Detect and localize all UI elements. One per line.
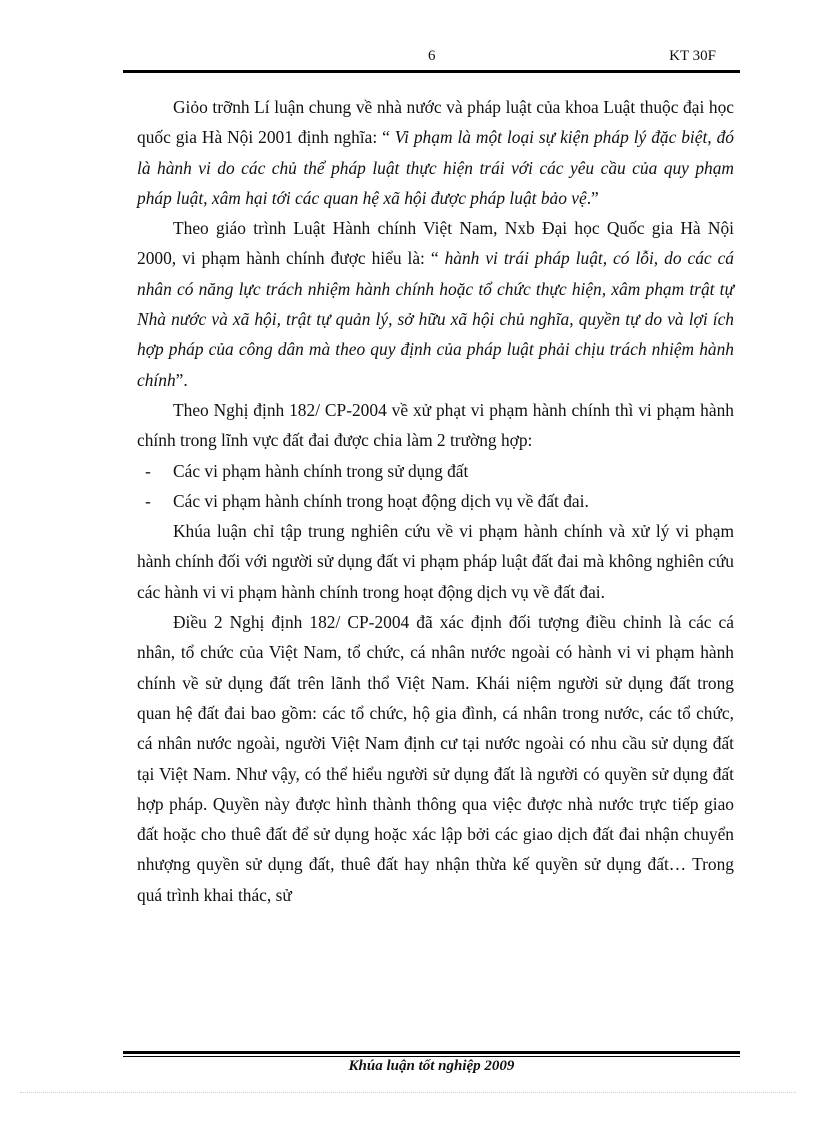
header-rule — [123, 70, 740, 73]
paragraph-article-2 — [137, 607, 734, 910]
paragraph-decree-182 — [137, 395, 734, 456]
bullet-dash: - — [145, 460, 151, 481]
paragraph-thesis-scope — [137, 516, 734, 607]
quoted-definition: Vi phạm là một loại sự kiện pháp lý đặc biệt, đó là hành vi do các chủ thể pháp luật thực hiện trái với các yêu cầu của quy phạm pháp luật, xâm hại tới các quan hệ xã hội được pháp luật bảo vệ — [137, 127, 734, 208]
bullet-item — [137, 486, 734, 516]
paragraph-definition-theory — [137, 92, 734, 213]
document-code: KT 30F — [669, 48, 716, 64]
paragraph-definition-admin-law — [137, 213, 734, 395]
paragraph-text-end: .” — [586, 187, 599, 208]
page-header — [123, 46, 740, 72]
paragraph-text: Khúa luận chỉ tập trung nghiên cứu về vi phạm hành chính và xử lý vi phạm hành chính đối với người sử dụng đất vi phạm pháp luật đất đai mà không nghiên cứu các hành vi vi phạm hành chính trong hoạt động dịch vụ về đất đai. — [137, 521, 734, 602]
bullet-dash: - — [145, 490, 151, 511]
paragraph-text: Theo Nghị định 182/ CP-2004 về xử phạt vi phạm hành chính thì vi phạm hành chính trong lĩnh vực đất đai được chia làm 2 trường hợp: — [137, 399, 734, 451]
footer-rule — [123, 1051, 740, 1054]
paragraph-text-end: ”. — [175, 369, 188, 390]
paragraph-text: Giỏo trỡnh Lí luận chung về nhà nước và pháp luật của khoa Luật thuộc đại học quốc gia Hà Nội 2001 định nghĩa: “ — [137, 97, 734, 148]
paragraph-text: Theo giáo trình Luật Hành chính Việt Nam, Nxb Đại học Quốc gia Hà Nội 2000, vi phạm hành chính được hiểu là: “ — [137, 218, 734, 269]
page-footer: Khúa luận tốt nghiệp 2009 — [348, 1058, 515, 1074]
quoted-definition: hành vi trái pháp luật, có lỗi, do các cá nhân có năng lực trách nhiệm hành chính hoặc tổ chức thực hiện, xâm phạm trật tự Nhà nước và xã hội, trật tự quản lý, sở hữu xã hội chủ nghĩa, quyền tự do và lợi ích hợp pháp của công dân mà theo quy định của pháp luật phải chịu trách nhiệm hành chính — [137, 248, 734, 390]
page-edge-divider — [20, 1092, 796, 1093]
footer-rule-thin — [123, 1056, 740, 1057]
paragraph-text: Điều 2 Nghị định 182/ CP-2004 đã xác định đối tượng điều chỉnh là các cá nhân, tổ chức của Việt Nam, tổ chức, cá nhân nước ngoài có hành vi vi phạm hành chính về sử dụng đất trên lãnh thổ Việt Nam. Khái niệm người sử dụng đất trong quan hệ đất đai bao gồm: các tổ chức, hộ gia đình, cá nhân trong nước, các tổ chức, cá nhân nước ngoài, người Việt Nam định cư tại nước ngoài có nhu cầu sử dụng đất tại Việt Nam. Như vậy, có thể hiểu người sử dụng đất là người có quyền sử dụng đất hợp pháp. Quyền này được hình thành thông qua việc được nhà nước trực tiếp giao đất hoặc cho thuê đất để sử dụng hoặc xác lập bởi các giao dịch đất đai nhận chuyển nhượng quyền sử dụng đất, thuê đất hay nhận thừa kế quyền sử dụng đất… Trong quá trình khai thác, sử — [137, 612, 734, 905]
bullet-item — [137, 456, 734, 486]
bullet-text: Các vi phạm hành chính trong hoạt động dịch vụ về đất đai. — [173, 490, 589, 511]
document-body — [137, 92, 734, 910]
bullet-text: Các vi phạm hành chính trong sử dụng đất — [173, 460, 469, 481]
page-number: 6 — [428, 48, 436, 64]
